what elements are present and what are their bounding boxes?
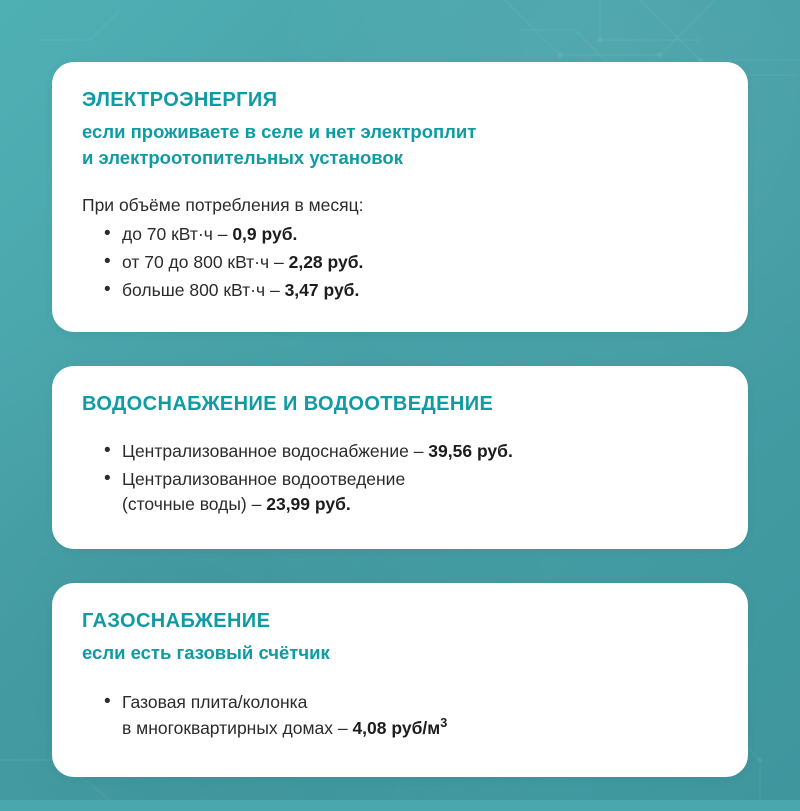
- card-gas-title: ГАЗОСНАБЖЕНИЕ: [82, 610, 271, 633]
- tariff-amount: 0,9 руб.: [232, 224, 298, 245]
- tariff-amount-value: 4,08 руб/м: [352, 717, 441, 738]
- tariff-amount: [352, 715, 448, 738]
- tariff-amount: 39,56 руб.: [428, 440, 513, 461]
- list-item: [104, 467, 718, 517]
- card-electricity-subtitle-line2: и электроотопительных установок: [82, 146, 403, 168]
- list-item: [104, 439, 718, 464]
- card-electricity-list: [82, 222, 718, 303]
- card-electricity-subtitle: [82, 119, 718, 170]
- card-electricity-subtitle-line1: если проживаете в селе и нет электроплит: [82, 121, 477, 142]
- tariff-label: • Газовая плита/колонка: [122, 691, 308, 712]
- list-item: [104, 278, 718, 303]
- card-electricity-body: [82, 192, 718, 303]
- tariff-cards: [52, 62, 748, 811]
- card-water-title: ВОДОСНАБЖЕНИЕ И ВОДООТВЕДЕНИЕ: [82, 392, 494, 415]
- tariff-label-cont: в многоквартирных домах –: [122, 717, 353, 738]
- tariff-label: • Централизованное водоотведение: [122, 468, 406, 489]
- tariff-label: до 70 кВт·ч –: [122, 224, 233, 245]
- card-gas-body: [82, 690, 718, 741]
- tariff-label-line2: [122, 492, 718, 517]
- card-water-body: [82, 439, 718, 517]
- card-electricity-title: ЭЛЕКТРОЭНЕРГИЯ: [82, 89, 278, 111]
- card-gas-list: [82, 690, 718, 741]
- list-item: [104, 690, 718, 741]
- card-electricity-intro: При объёме потребления в месяц:: [82, 195, 364, 216]
- card-electricity: [52, 62, 748, 332]
- list-item: [104, 250, 718, 275]
- card-gas: [52, 583, 748, 777]
- tariff-label-cont: (сточные воды) –: [122, 493, 267, 514]
- tariff-amount: 2,28 руб.: [288, 252, 364, 273]
- tariff-label: Централизованное водоснабжение –: [122, 440, 429, 461]
- tariff-label: больше 800 кВт·ч –: [122, 279, 285, 300]
- list-item: [104, 222, 718, 247]
- card-gas-subtitle-line1: если есть газовый счётчик: [82, 642, 330, 664]
- tariff-label-line2: [122, 715, 718, 741]
- tariff-label: от 70 до 800 кВт·ч –: [122, 252, 289, 273]
- tariff-amount: 3,47 руб.: [284, 279, 360, 300]
- card-water: [52, 366, 748, 550]
- cubic-meter-exponent: 3: [440, 715, 448, 730]
- card-water-list: [82, 439, 718, 517]
- tariff-amount: 23,99 руб.: [266, 493, 351, 514]
- card-gas-subtitle: [82, 640, 718, 666]
